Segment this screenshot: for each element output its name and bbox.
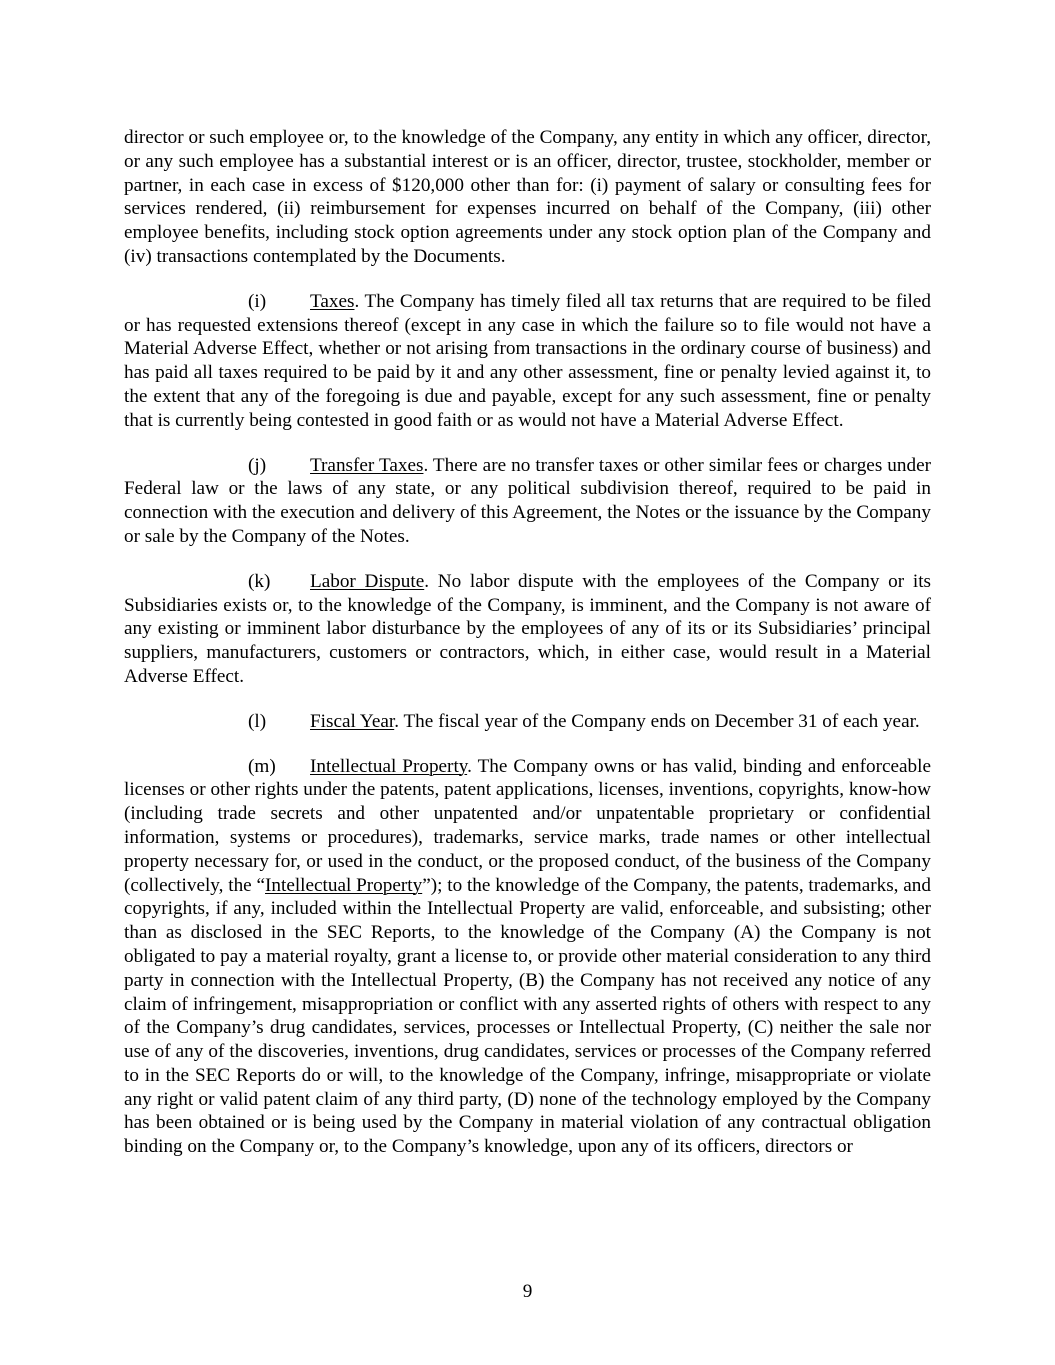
section-number: (l) — [248, 710, 267, 732]
section-body: . There are no transfer taxes or other similar fees or charges under Federal law or the laws of any state, or any political subdivision thereof, required to be paid in connection with the execution and delivery of this Agreement, the Notes or the issuance by the Company or sale by the Company of the Notes. — [124, 454, 931, 547]
section-body-after: ”); to the knowledge of the Company, the patents, trademarks, and copyrights, if any, included within the Intellectual Property are valid, enforceable, and subsisting; other than as disclosed in the SEC Reports, to the knowledge of the Company (A) the Company is not obligated to pay a material royalty, grant a license to, or provide other material consideration to any third party in connection with the Intellectual Property, (B) the Company has not received any notice of any claim of infringement, misappropriation or conflict with any asserted rights of others with respect to any of the Company’s drug candidates, services, processes or Intellectual Property, (C) neither the sale nor use of any of the discoveries, inventions, drug candidates, services or processes of the Company referred to in the SEC Reports do or will, to the knowledge of the Company, infringe, misappropriate or violate any right or valid patent claim of any third party, (D) none of the technology employed by the Company has been obtained or is being used by the Company in material violation of any contractual obligation binding on the Company or, to the Company’s knowledge, upon any of its officers, directors or — [124, 874, 931, 1158]
section-body: . No labor dispute with the employees of the Company or its Subsidiaries exists or, to the knowledge of the Company, is imminent, and the Company is not aware of any existing or imminent labor disturbance by the employees of any of its or its Subsidiaries’ principal suppliers, manufacturers, customers or contractors, which, in either case, would result in a Material Adverse Effect. — [124, 570, 931, 687]
page-number: 9 — [522, 1281, 533, 1302]
section-heading: Transfer Taxes — [310, 454, 424, 476]
section-taxes — [124, 290, 931, 433]
section-number: (m) — [248, 755, 276, 777]
document-page — [124, 126, 931, 1159]
section-intellectual-property — [124, 755, 931, 1160]
section-heading: Taxes — [310, 290, 355, 312]
section-number: (k) — [248, 570, 271, 592]
section-fiscal-year — [124, 710, 931, 734]
section-heading: Fiscal Year — [310, 710, 395, 732]
section-heading: Intellectual Property — [310, 755, 468, 777]
section-labor-dispute — [124, 570, 931, 689]
section-body: . The Company has timely filed all tax returns that are required to be filed or has requested extensions thereof (except in any case in which the failure so to file would not have a Material Adverse Effect, whether or not arising from transactions in the ordinary course of business) and has paid all taxes required to be paid by it and any other assessment, fine or penalty levied against it, to the extent that any of the foregoing is due and payable, except for any such assessment, fine or penalty that is currently being contested in good faith or as would not have a Material Adverse Effect. — [124, 290, 931, 431]
section-number: (i) — [248, 290, 267, 312]
section-number: (j) — [248, 454, 267, 476]
defined-term: Intellectual Property — [265, 874, 423, 896]
section-body-before: . The Company owns or has valid, binding and enforceable licenses or other rights under the patents, patent applications, licenses, inventions, copyrights, know-how (including trade secrets and other unpatented and/or unpatentable proprietary or confidential information, systems or procedures), trademarks, service marks, trade names or other intellectual property necessary for, or used in the conduct, or the proposed conduct, of the business of the Company (collectively, the “ — [124, 755, 931, 896]
section-transfer-taxes — [124, 454, 931, 549]
section-body: . The fiscal year of the Company ends on December 31 of each year. — [394, 710, 920, 732]
continuation-paragraph: director or such employee or, to the knowledge of the Company, any entity in which any officer, director, or any such employee has a substantial interest or is an officer, director, trustee, stockholder, member or partner, in each case in excess of $120,000 other than for: (i) payment of salary or consulting fees for services rendered, (ii) reimbursement for expenses incurred on behalf of the Company, (iii) other employee benefits, including stock option agreements under any stock option plan of the Company and (iv) transactions contemplated by the Documents. — [124, 127, 931, 267]
section-heading: Labor Dispute — [310, 570, 425, 592]
